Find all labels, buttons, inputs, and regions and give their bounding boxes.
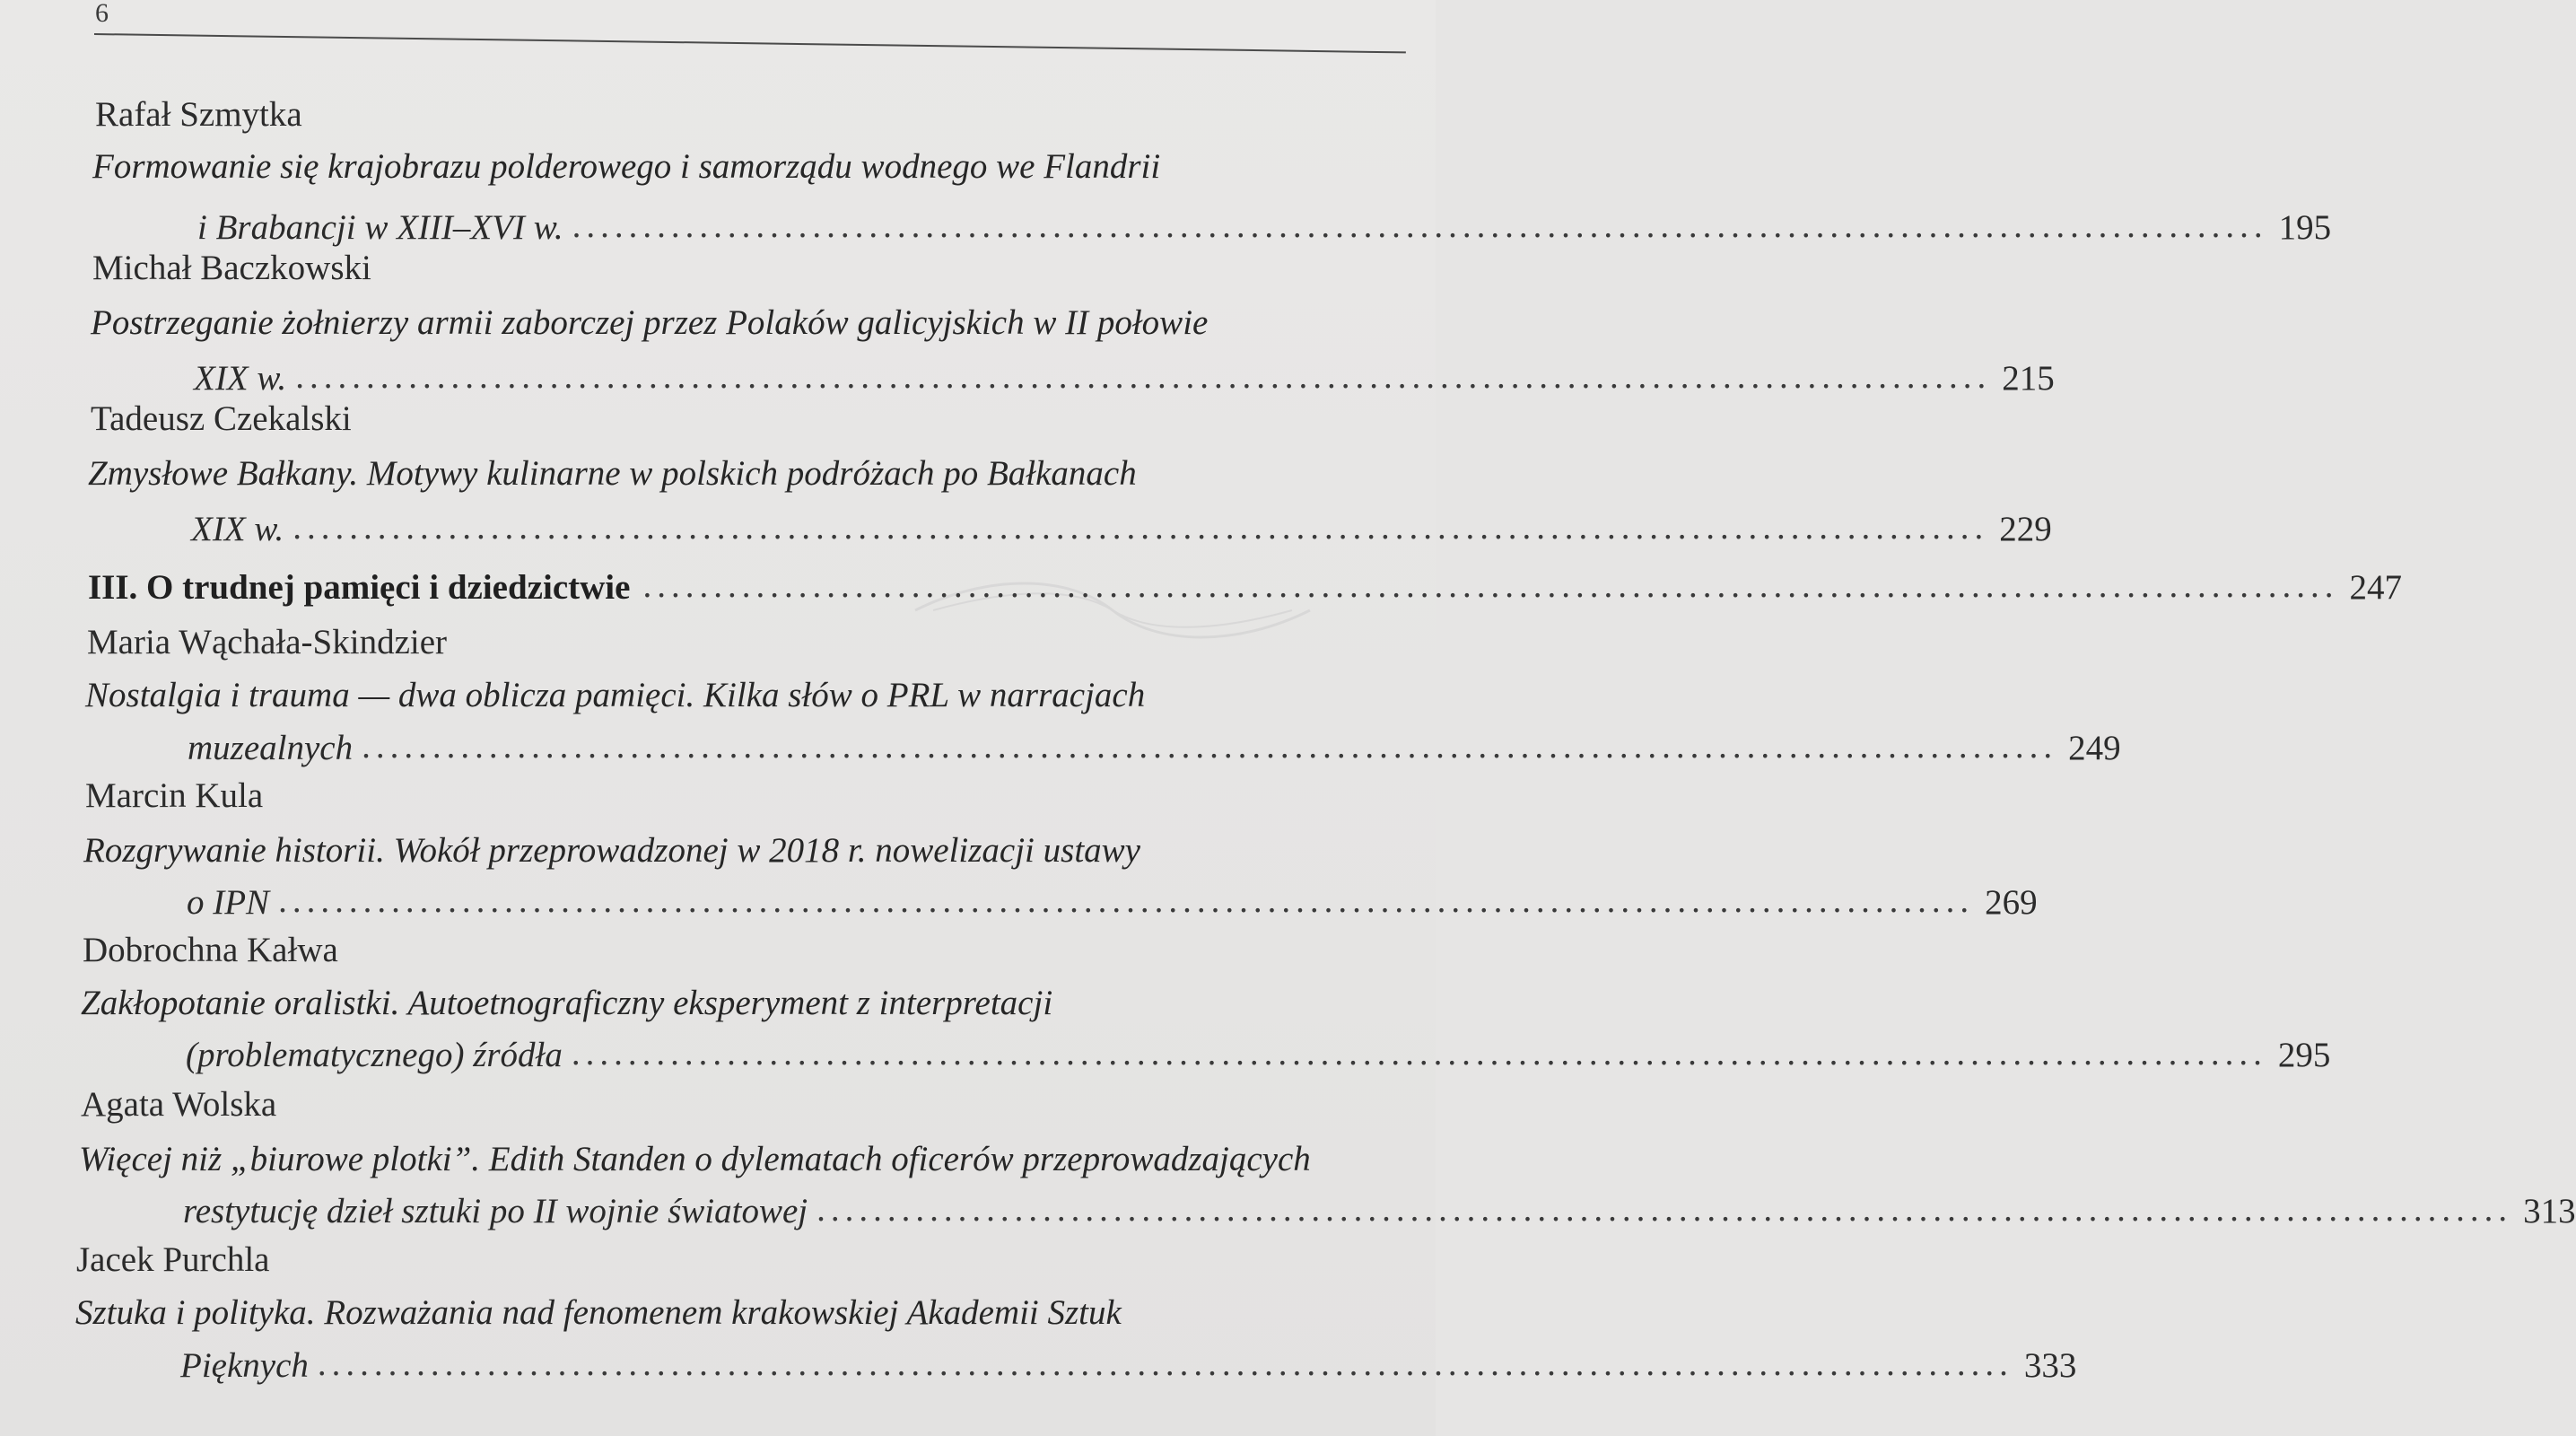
entry-author: Tadeusz Czekalski — [91, 399, 352, 438]
entry-title-line-1: Postrzeganie żołnierzy armii zaborczej przez Polaków galicyjskich w II połowie — [91, 303, 1209, 342]
entry-author: Dobrochna Kałwa — [83, 931, 338, 969]
entry-page-ref: 333 — [2023, 1346, 2077, 1385]
entry-author: Rafał Szmytka — [95, 95, 302, 134]
entry-leader-line — [194, 357, 2055, 398]
section-heading-line — [88, 566, 2402, 608]
entry-page-ref: 313 — [2523, 1192, 2576, 1230]
entry-title-line-1: Formowanie się krajobrazu polderowego i samorządu wodnego we Flandrii — [92, 147, 1161, 186]
leader-dots: ........................................................................................................................ — [317, 1344, 2013, 1383]
entry-title-line-1: Nostalgia i trauma — dwa oblicza pamięci. Kilka słów o PRL w narracjach — [85, 676, 1146, 714]
entry-leader-line — [183, 1190, 2576, 1231]
entry-author: Marcin Kula — [85, 776, 264, 815]
entry-page-ref: 229 — [1999, 510, 2052, 548]
entry-title-line-1: Rozgrywanie historii. Wokół przeprowadzonej w 2018 r. nowelizacji ustawy — [83, 831, 1140, 870]
entry-title-line-2: (problematycznego) źródła — [186, 1036, 563, 1074]
entry-title-line-2: o IPN — [187, 883, 270, 922]
leader-dots: ........................................................................................................................ — [362, 727, 2058, 766]
leader-dots: ........................................................................................................................ — [642, 566, 2339, 605]
leader-dots: ........................................................................................................................ — [278, 881, 1975, 920]
entry-page-ref: 195 — [2278, 208, 2332, 247]
section-title: III. O trudnej pamięci i dziedzictwie — [88, 568, 631, 607]
entry-page-ref: 215 — [2002, 359, 2055, 398]
entry-leader-line — [187, 881, 2038, 923]
leader-dots: ........................................................................................................................ — [816, 1190, 2513, 1229]
entry-leader-line — [188, 727, 2121, 768]
entry-title-line-1: Zakłopotanie oralistki. Autoetnograficzny eksperyment z interpretacji — [81, 984, 1053, 1022]
entry-title-line-2: XIX w. — [194, 359, 287, 398]
entry-title-line-2: muzealnych — [188, 729, 354, 767]
leader-dots: ........................................................................................................................ — [293, 508, 1989, 547]
entry-title-line-2: restytucję dzieł sztuki po II wojnie światowej — [183, 1192, 808, 1230]
entry-page-ref: 295 — [2277, 1036, 2331, 1074]
entry-title-line-1: Zmysłowe Bałkany. Motywy kulinarne w polskich podróżach po Bałkanach — [88, 454, 1137, 493]
entry-title-line-2: Pięknych — [180, 1346, 309, 1385]
entry-leader-line — [191, 508, 2052, 549]
entry-page-ref: 249 — [2068, 729, 2121, 767]
leader-dots: ........................................................................................................................ — [295, 357, 1992, 396]
entry-author: Maria Wąchała-Skindzier — [87, 623, 448, 661]
leader-dots: ........................................................................................................................ — [571, 1034, 2267, 1073]
entry-title-line-2: i Brabancji w XIII–XVI w. — [197, 208, 563, 247]
entry-title-line-1: Sztuka i polityka. Rozważania nad fenomenem krakowskiej Akademii Sztuk — [75, 1293, 1122, 1332]
entry-author: Jacek Purchla — [76, 1240, 270, 1279]
entry-title-line-1: Więcej niż „biurowe plotki”. Edith Standen o dylematach oficerów przeprowadzających — [79, 1140, 1311, 1178]
page-number: 6 — [95, 0, 109, 28]
entry-page-ref: 269 — [1985, 883, 2038, 922]
entry-title-line-2: XIX w. — [191, 510, 284, 548]
entry-leader-line — [197, 206, 2332, 248]
entry-leader-line — [186, 1034, 2331, 1075]
leader-dots: ........................................................................................................................ — [572, 206, 2268, 245]
entry-author: Michał Baczkowski — [92, 249, 371, 287]
entry-author: Agata Wolska — [81, 1085, 277, 1124]
entry-leader-line — [180, 1344, 2077, 1386]
section-page-ref: 247 — [2349, 568, 2402, 607]
